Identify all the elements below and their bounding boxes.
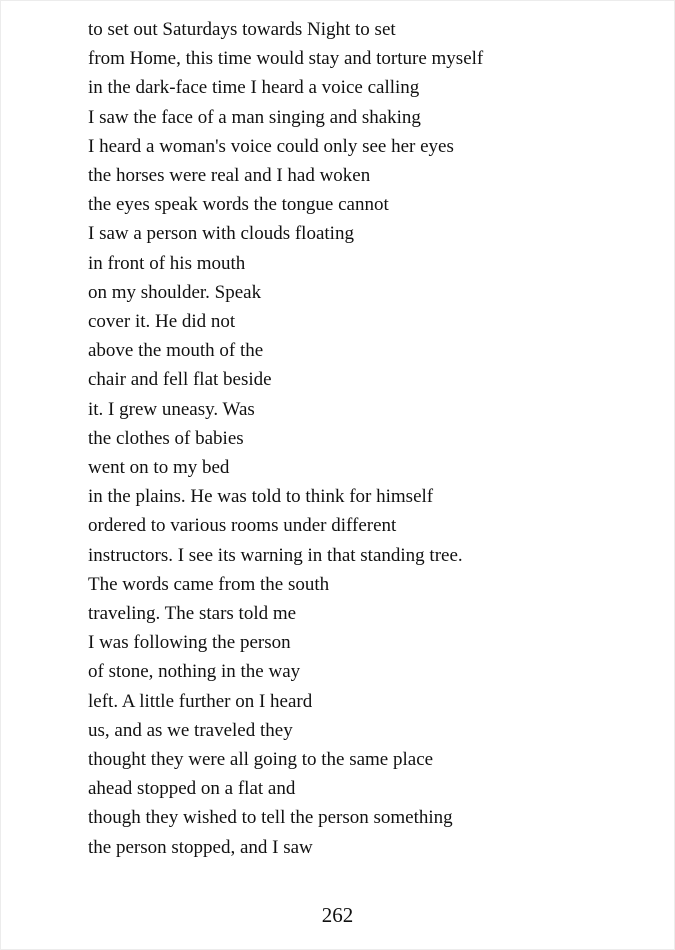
poem-line: the eyes speak words the tongue cannot xyxy=(88,194,389,216)
poem-line: the clothes of babies xyxy=(88,427,244,449)
poem-line: chair and fell flat beside xyxy=(88,369,272,391)
poem-line: ahead stopped on a flat and xyxy=(88,778,296,800)
poem-line: instructors. I see its warning in that standing tree. xyxy=(88,544,463,566)
poem-line: traveling. The stars told me xyxy=(88,603,297,625)
poem-line: I saw the face of a man singing and shaking xyxy=(88,106,421,128)
poem-line: thought they were all going to the same place xyxy=(88,749,434,771)
poem-line: in the plains. He was told to think for himself xyxy=(88,486,434,508)
poem-line: I heard a woman's voice could only see her eyes xyxy=(88,135,454,157)
poem-line: us, and as we traveled they xyxy=(88,719,293,741)
poem-text xyxy=(88,15,483,862)
poem-line: to set out Saturdays towards Night to set xyxy=(88,19,396,40)
poem-line: ordered to various rooms under different xyxy=(88,515,397,537)
poem-line: I saw a person with clouds floating xyxy=(88,223,354,245)
poem-line: I was following the person xyxy=(88,632,291,654)
poem-line: cover it. He did not xyxy=(88,311,236,333)
poem-line: in the dark-face time I heard a voice calling xyxy=(88,77,420,99)
poem-line: of stone, nothing in the way xyxy=(88,661,301,683)
page-number: 262 xyxy=(321,903,354,927)
poem-line: from Home, this time would stay and torture myself xyxy=(88,48,484,70)
poem-line: left. A little further on I heard xyxy=(88,690,313,712)
poem-line: went on to my bed xyxy=(88,457,230,479)
poem-line: the horses were real and I had woken xyxy=(88,165,371,187)
poem-line: in front of his mouth xyxy=(88,252,246,274)
poem-line: The words came from the south xyxy=(88,573,330,595)
poem-line: it. I grew uneasy. Was xyxy=(88,398,255,420)
poem-line: the person stopped, and I saw xyxy=(88,836,313,858)
poem-line: on my shoulder. Speak xyxy=(88,281,262,303)
poem-line: above the mouth of the xyxy=(88,340,264,362)
poem-line: though they wished to tell the person something xyxy=(88,807,453,829)
